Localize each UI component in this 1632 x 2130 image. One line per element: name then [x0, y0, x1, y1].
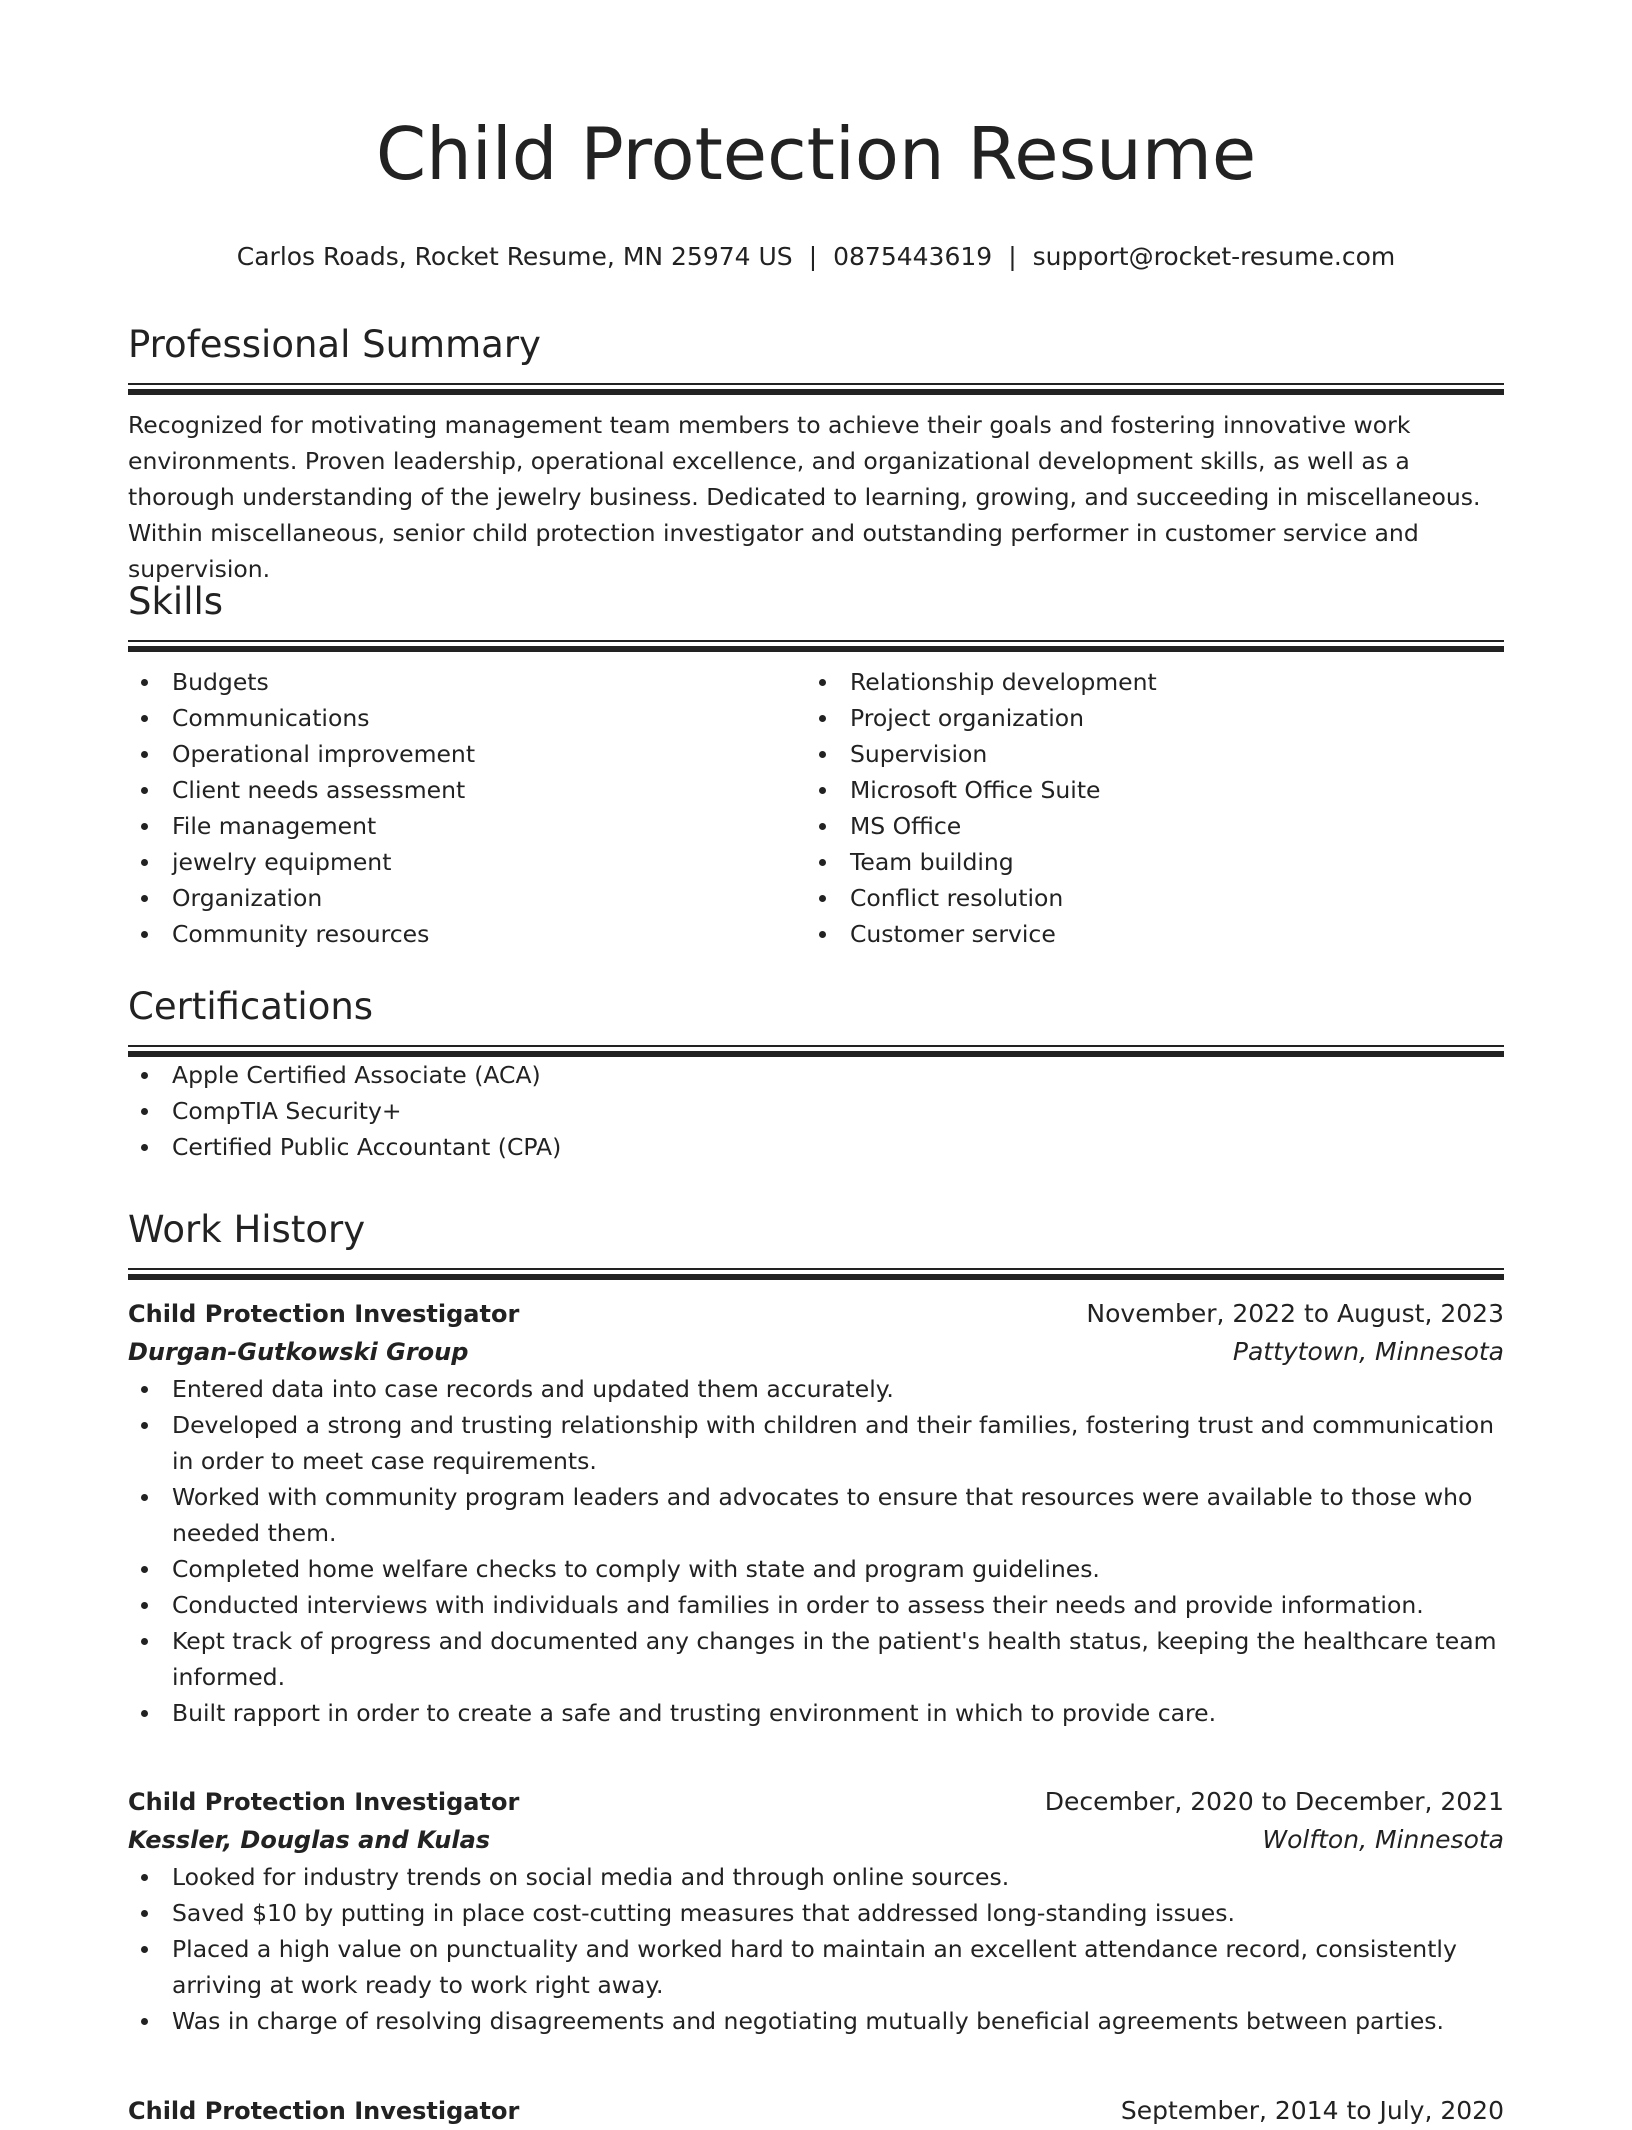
- list-item: File management: [128, 808, 806, 844]
- skills-section: [128, 577, 1504, 952]
- contact-separator: |: [808, 242, 818, 271]
- job-header-row: [128, 2092, 1504, 2130]
- skills-columns: [128, 664, 1504, 952]
- job-company: Durgan-Gutkowski Group: [128, 1338, 469, 1366]
- section-divider: [128, 1268, 1504, 1280]
- job-location: Pattytown, Minnesota: [1232, 1337, 1504, 1366]
- list-item: Conducted interviews with individuals and families in order to assess their needs and provide information.: [128, 1587, 1504, 1623]
- skills-heading: Skills: [128, 580, 224, 623]
- list-item: jewelry equipment: [128, 844, 806, 880]
- list-item: Communications: [128, 700, 806, 736]
- list-item: Budgets: [128, 664, 806, 700]
- list-item: Customer service: [806, 916, 1484, 952]
- summary-heading: Professional Summary: [128, 323, 541, 366]
- job-entry: [128, 1783, 1504, 2039]
- list-item: Worked with community program leaders and advocates to ensure that resources were available to those who needed them.: [128, 1479, 1504, 1551]
- job-entry: [128, 1295, 1504, 1731]
- list-item: Organization: [128, 880, 806, 916]
- list-item: Project organization: [806, 700, 1484, 736]
- job-header-row: [128, 1783, 1504, 1821]
- work-history-heading: Work History: [128, 1208, 366, 1251]
- list-item: Community resources: [128, 916, 806, 952]
- page-title: Child Protection Resume: [375, 112, 1257, 196]
- skills-list-right: [806, 664, 1484, 952]
- list-item: Placed a high value on punctuality and worked hard to maintain an excellent attendance record, consistently arriving at work ready to work right away.: [128, 1931, 1504, 2003]
- list-item: Was in charge of resolving disagreements and negotiating mutually beneficial agreements between parties.: [128, 2003, 1504, 2039]
- contact-address: Carlos Roads, Rocket Resume, MN 25974 US: [236, 242, 793, 271]
- certifications-heading: Certifications: [128, 985, 374, 1028]
- list-item: Saved $10 by putting in place cost-cutting measures that addressed long-standing issues.: [128, 1895, 1504, 1931]
- list-item: Supervision: [806, 736, 1484, 772]
- job-dates: December, 2020 to December, 2021: [1044, 1787, 1504, 1816]
- job-company-row: [128, 1333, 1504, 1371]
- list-item: Kept track of progress and documented any changes in the patient's health status, keeping the healthcare team informed.: [128, 1623, 1504, 1695]
- list-item: Entered data into case records and updated them accurately.: [128, 1371, 1504, 1407]
- work-history-section: [128, 1205, 1504, 1280]
- job-bullets: [128, 1371, 1504, 1731]
- certifications-section: [128, 982, 1504, 1165]
- job-header-row: [128, 1295, 1504, 1333]
- job-title: Child Protection Investigator: [128, 1788, 520, 1816]
- list-item: Completed home welfare checks to comply with state and program guidelines.: [128, 1551, 1504, 1587]
- list-item: CompTIA Security+: [128, 1093, 1504, 1129]
- list-item: Operational improvement: [128, 736, 806, 772]
- list-item: Conflict resolution: [806, 880, 1484, 916]
- contact-email: support@rocket-resume.com: [1032, 242, 1396, 271]
- list-item: Built rapport in order to create a safe and trusting environment in which to provide care.: [128, 1695, 1504, 1731]
- section-divider: [128, 640, 1504, 652]
- contact-phone: 0875443619: [833, 242, 993, 271]
- job-company-row: [128, 1821, 1504, 1859]
- section-divider: [128, 383, 1504, 395]
- section-divider: [128, 1045, 1504, 1057]
- contact-separator: |: [1008, 242, 1017, 271]
- list-item: Client needs assessment: [128, 772, 806, 808]
- job-title: Child Protection Investigator: [128, 2097, 520, 2125]
- list-item: Microsoft Office Suite: [806, 772, 1484, 808]
- list-item: Team building: [806, 844, 1484, 880]
- contact-line: [128, 240, 1504, 274]
- job-entry: [128, 2092, 1504, 2130]
- certifications-list: [128, 1057, 1504, 1165]
- list-item: Apple Certified Associate (ACA): [128, 1057, 1504, 1093]
- summary-section: [128, 320, 1504, 587]
- job-title: Child Protection Investigator: [128, 1300, 520, 1328]
- job-dates: November, 2022 to August, 2023: [1086, 1299, 1504, 1328]
- list-item: Developed a strong and trusting relationship with children and their families, fostering trust and communication in order to meet case requirements.: [128, 1407, 1504, 1479]
- list-item: MS Office: [806, 808, 1484, 844]
- job-dates: September, 2014 to July, 2020: [1120, 2096, 1504, 2125]
- job-company: Kessler, Douglas and Kulas: [128, 1826, 491, 1854]
- list-item: Looked for industry trends on social media and through online sources.: [128, 1859, 1504, 1895]
- list-item: Relationship development: [806, 664, 1484, 700]
- job-location: Wolfton, Minnesota: [1262, 1825, 1504, 1854]
- job-bullets: [128, 1859, 1504, 2039]
- summary-text: Recognized for motivating management team members to achieve their goals and fostering innovative work environments. Proven leadership, operational excellence, and organizational development skills, as well as a thorough understanding of the jewelry business. Dedicated to learning, growing, and succeeding in miscellaneous. Within miscellaneous, senior child protection investigator and outstanding performer in customer service and supervision.: [128, 411, 1481, 583]
- skills-list-left: [128, 664, 806, 952]
- list-item: Certified Public Accountant (CPA): [128, 1129, 1504, 1165]
